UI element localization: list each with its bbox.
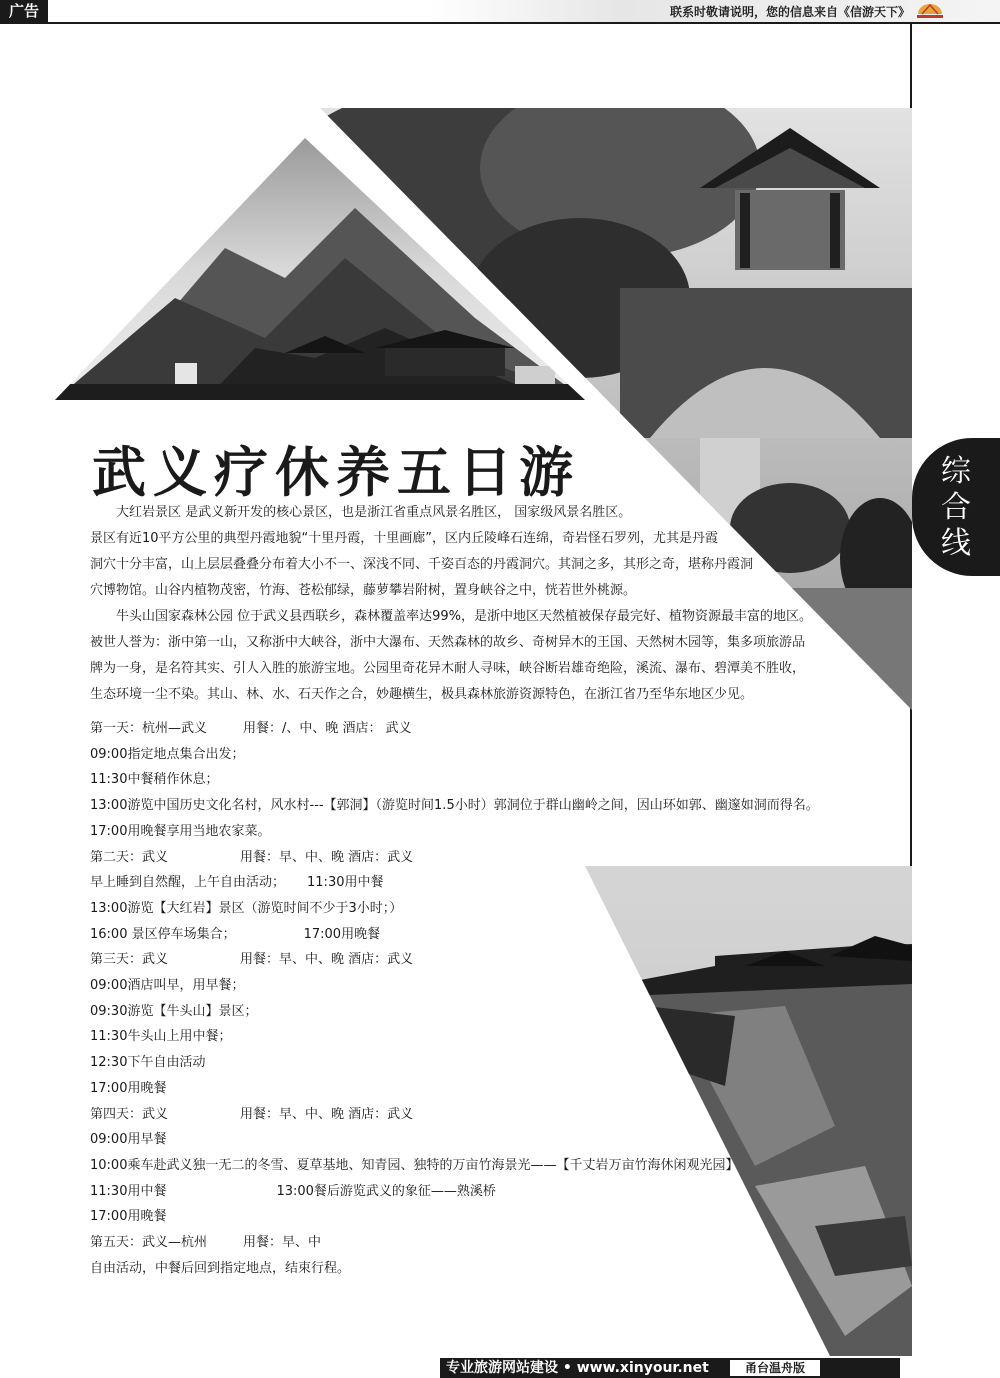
day2-meal: 用餐：早、中、晚 酒店：武义 [240, 849, 414, 865]
schedule-line: 17:00用晚餐 [90, 1209, 167, 1225]
intro-line: 牌为一身，是名符其实、引人入胜的旅游宝地。公园里奇花异木耐人寻味，峡谷断岩雄奇绝险，溪流、瀑布、碧潭美不胜收， [90, 661, 806, 676]
schedule-line: 09:00用早餐 [90, 1132, 167, 1148]
schedule-text: 11:30用中餐 [307, 875, 384, 891]
schedule-line: 17:00用晚餐享用当地农家菜。 [90, 823, 271, 839]
footer-edition: 甬台温舟版 [730, 1360, 820, 1376]
page-title: 武义疗休养五日游 [92, 441, 580, 504]
day4-meal: 用餐：早、中、晚 酒店：武义 [240, 1106, 414, 1122]
schedule-line: 09:00酒店叫早，用早餐； [90, 978, 245, 994]
intro-line: 穴博物馆。山谷内植物茂密，竹海、苍松郁绿，藤萝攀岩附树，置身峡谷之中，恍若世外桃源。 [90, 583, 637, 598]
intro-line: 景区有近10平方公里的典型丹霞地貌“十里丹霞，十里画廊”，区内丘陵峰石连绵，奇岩怪石罗列，尤其是丹霞 [90, 531, 719, 546]
logo-icon [914, 2, 946, 20]
day5-meal: 用餐：早、中 [243, 1235, 322, 1251]
day5-title: 第五天：武义—杭州 [90, 1235, 208, 1251]
day-heading [90, 1102, 850, 1128]
schedule-line: 13:00游览【大红岩】景区（游览时间不少于3小时；） [90, 900, 403, 916]
schedule-text: 17:00用晚餐 [303, 926, 381, 942]
schedule-text: 11:30用中餐 [90, 1183, 167, 1199]
schedule-line [90, 1179, 850, 1205]
ad-label: 广告 [0, 0, 48, 22]
day2-title: 第二天：武义 [90, 849, 169, 865]
schedule-line: 12:30下午自由活动 [90, 1055, 206, 1071]
schedule-text: 13:00餐后游览武义的象征——熟溪桥 [276, 1183, 496, 1199]
intro-text [90, 500, 813, 708]
day3-meal: 用餐：早、中、晚 酒店：武义 [240, 952, 414, 968]
day4-title: 第四天：武义 [90, 1106, 169, 1122]
day-heading [90, 947, 850, 973]
schedule-text: 16:00 景区停车场集合； [90, 926, 236, 942]
day-heading [90, 1230, 850, 1256]
schedule-line: 17:00用晚餐 [90, 1080, 167, 1096]
intro-line: 大红岩景区 是武义新开发的核心景区，也是浙江省重点风景名胜区， 国家级风景名胜区。 [116, 505, 632, 520]
schedule-line [90, 922, 850, 948]
intro-line: 生态环境一尘不染。其山、林、水、石天作之合，妙趣横生，极具森林旅游资源特色，在浙江省乃至华东地区少见。 [90, 687, 754, 702]
footer-site: 专业旅游网站建设 • www.xinyour.net [446, 1360, 709, 1376]
schedule-line: 11:30中餐稍作休息； [90, 772, 219, 788]
page-number: 15 [852, 1356, 874, 1376]
category-tab [912, 438, 1000, 576]
header-bar [48, 0, 1000, 22]
day-heading [90, 845, 850, 871]
footer-bar [440, 1358, 900, 1378]
intro-line: 被世人誉为：浙中第一山，又称浙中大峡谷，浙中大瀑布、天然森林的故乡、奇树异木的王国、天然树木园等，集多项旅游品 [90, 635, 806, 650]
intro-line: 洞穴十分丰富，山上层层叠叠分布着大小不一、深浅不同、千姿百态的丹霞洞穴。其洞之多，其形之奇，堪称丹霞洞 [90, 557, 754, 572]
itinerary [90, 716, 850, 1281]
schedule-text: 早上睡到自然醒，上午自由活动； [90, 875, 286, 891]
intro-line: 牛头山国家森林公园 位于武义县西联乡，森林覆盖率达99%，是浙中地区天然植被保存最完好、植物资源最丰富的地区。 [116, 609, 813, 624]
contact-note: 联系时敬请说明，您的信息来自《信游天下》 [669, 5, 910, 19]
day3-title: 第三天：武义 [90, 952, 169, 968]
schedule-line: 09:30游览【牛头山】景区； [90, 1003, 258, 1019]
day1-title: 第一天：杭州—武义 [90, 721, 208, 736]
schedule-line: 09:00指定地点集合出发； [90, 746, 245, 762]
day1-meal: 用餐：/、中、晚 酒店： 武义 [243, 721, 412, 736]
schedule-line [90, 870, 850, 896]
schedule-line: 10:00乘车赴武义独一无二的冬雪、夏草基地、知青园、独特的万亩竹海景光——【千丈岩万亩竹海休闲观光园】 [90, 1157, 739, 1173]
schedule-line: 自由活动，中餐后回到指定地点，结束行程。 [90, 1260, 351, 1276]
schedule-line: 11:30牛头山上用中餐； [90, 1029, 232, 1045]
category-tab-label: 综合线 [941, 454, 971, 561]
schedule-line: 13:00游览中国历史文化名村，风水村---【郭洞】（游览时间1.5小时）郭洞位于群山幽岭之间，因山环如郭、幽邃如洞而得名。 [90, 798, 819, 814]
day-heading [90, 716, 850, 742]
